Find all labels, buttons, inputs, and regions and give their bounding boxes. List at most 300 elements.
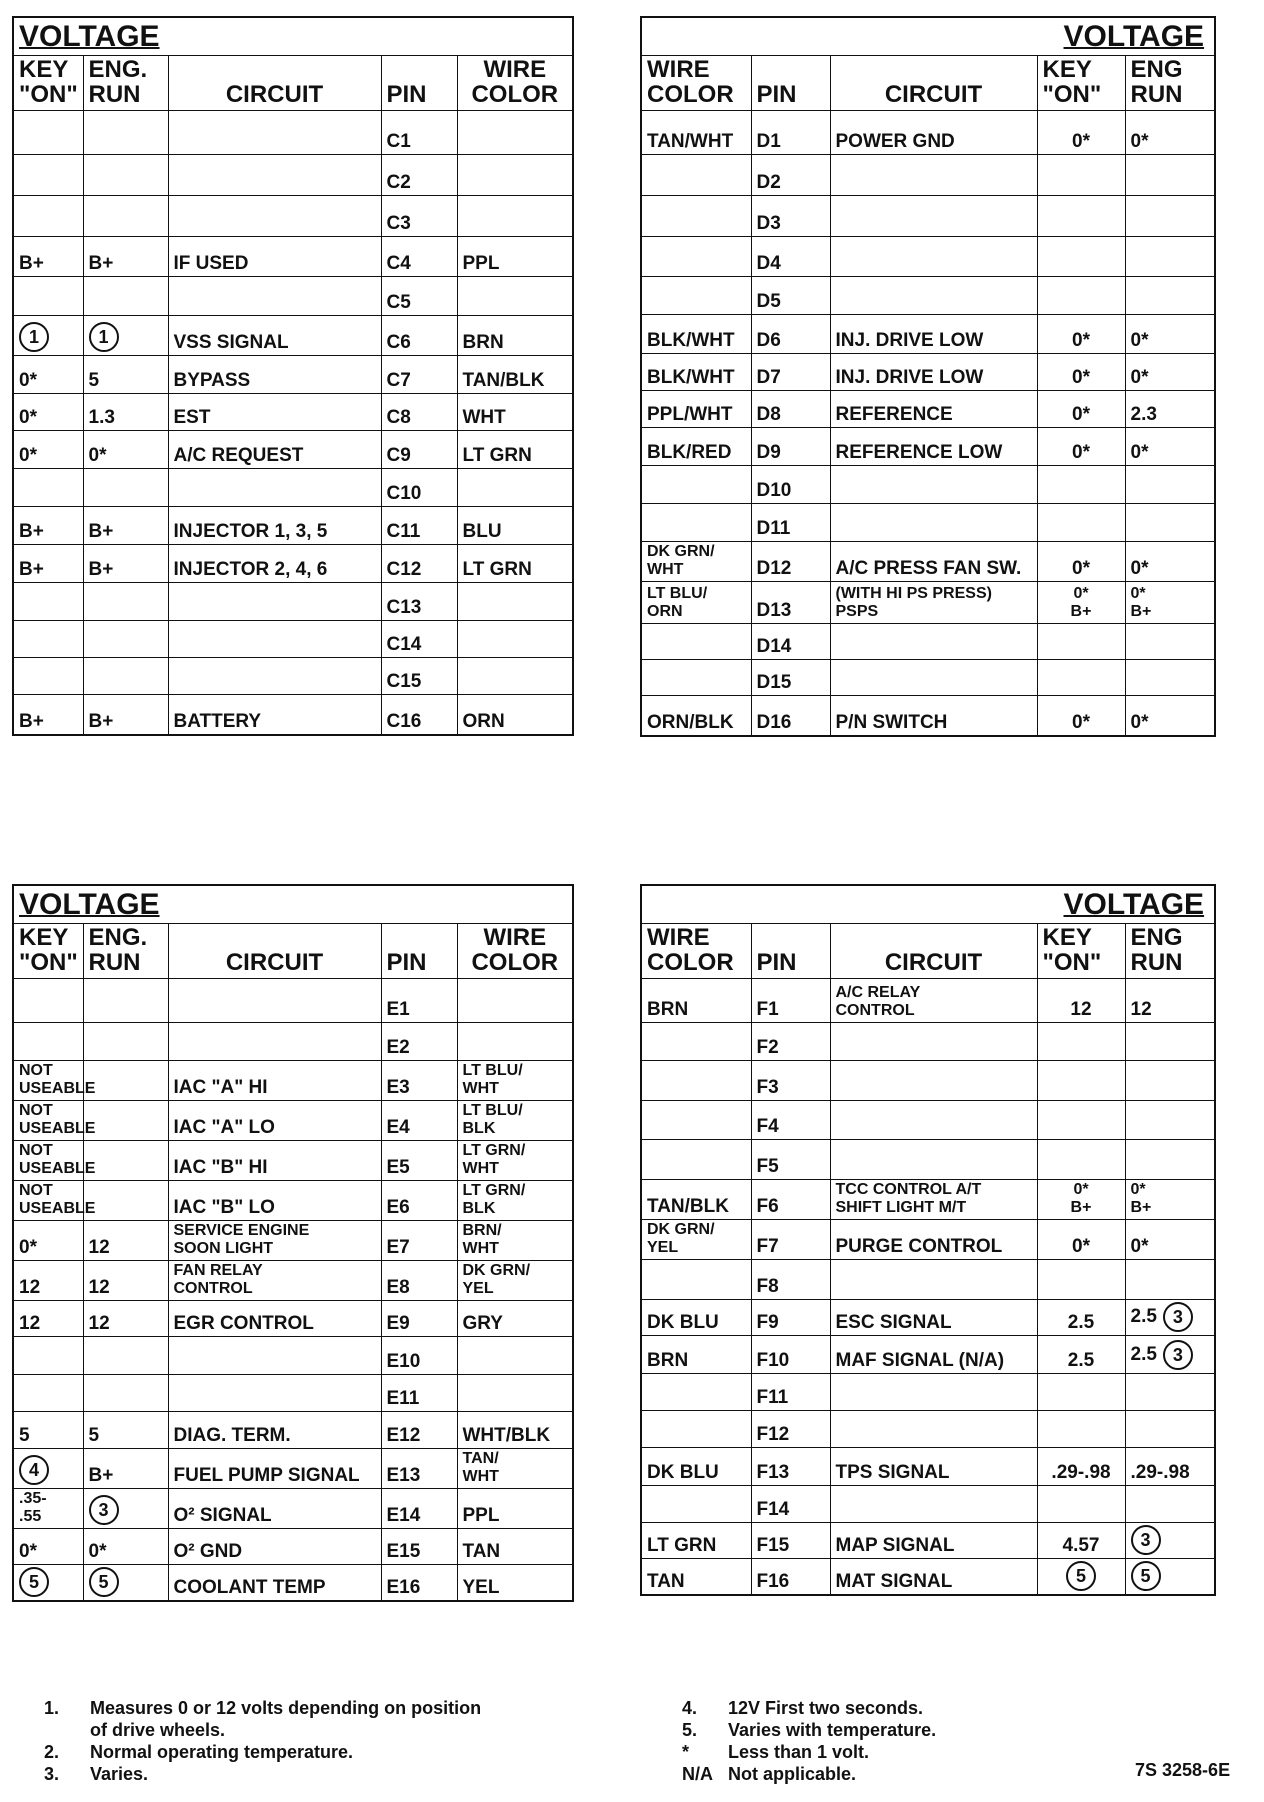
pin-cell-text: E8 bbox=[386, 1277, 410, 1298]
pin-cell-text: C10 bbox=[386, 483, 422, 504]
circuit-cell-text: FUEL PUMP SIGNAL bbox=[173, 1465, 360, 1486]
pin-cell bbox=[751, 428, 830, 466]
pin-cell-text: C11 bbox=[386, 521, 421, 542]
pin-cell bbox=[751, 315, 830, 354]
key-on-cell bbox=[13, 1023, 83, 1061]
footnote-key: N/A bbox=[682, 1764, 713, 1784]
circuit-cell bbox=[168, 1181, 381, 1221]
circuit-cell bbox=[168, 1101, 381, 1141]
pin-cell-text: C16 bbox=[386, 710, 422, 732]
pin-cell-text: F5 bbox=[756, 1156, 779, 1177]
eng-run-cell-text: B+ bbox=[88, 710, 114, 732]
pin-cell-text: C5 bbox=[386, 292, 411, 313]
table-row bbox=[641, 428, 1215, 466]
circuit-cell bbox=[168, 1529, 381, 1565]
col-pin: PIN bbox=[751, 924, 830, 979]
eng-run-cell bbox=[1125, 315, 1215, 354]
pin-cell-text: E12 bbox=[386, 1425, 421, 1446]
table-row bbox=[13, 658, 573, 695]
eng-run-cell bbox=[83, 316, 168, 356]
pin-cell-text: C13 bbox=[386, 597, 422, 618]
pin-cell-text: D4 bbox=[756, 253, 781, 274]
pin-cell-text: E16 bbox=[386, 1576, 421, 1598]
pin-cell bbox=[751, 696, 830, 736]
circuit-cell bbox=[830, 1448, 1037, 1486]
pin-cell bbox=[381, 111, 457, 155]
wire-color-cell-text: TAN bbox=[647, 1570, 685, 1592]
key-on-cell bbox=[1037, 354, 1125, 391]
pin-cell-text: E4 bbox=[386, 1117, 410, 1138]
pin-cell bbox=[381, 431, 457, 469]
eng-run-cell bbox=[1125, 155, 1215, 196]
footnotes-right bbox=[682, 1697, 1128, 1785]
eng-run-cell-text: B+ bbox=[88, 559, 114, 580]
key-on-cell bbox=[1037, 1101, 1125, 1140]
eng-run-cell bbox=[1125, 1180, 1215, 1220]
wire-color-cell bbox=[641, 1374, 751, 1411]
pin-cell-text: C3 bbox=[386, 213, 411, 234]
key-on-cell bbox=[13, 1141, 96, 1181]
wire-color-cell bbox=[457, 1337, 573, 1375]
circuit-cell bbox=[168, 658, 381, 695]
note-ref-circle: 3 bbox=[89, 1495, 119, 1525]
wire-color-cell-text: BRN bbox=[647, 1350, 689, 1371]
table-row bbox=[13, 695, 573, 735]
pin-cell-text: C4 bbox=[386, 253, 411, 274]
circuit-cell-text: MAF SIGNAL (N/A) bbox=[835, 1350, 1005, 1371]
key-on-cell-text: 2.5 bbox=[1067, 1350, 1095, 1371]
key-on-cell bbox=[1037, 624, 1125, 660]
wire-color-cell-text: BLK/WHT bbox=[647, 367, 735, 388]
pin-cell bbox=[381, 1565, 457, 1601]
wire-color-cell bbox=[641, 1486, 751, 1523]
table-row bbox=[13, 1221, 573, 1261]
pin-cell bbox=[751, 1061, 830, 1101]
wire-color-cell bbox=[457, 469, 573, 507]
circuit-cell bbox=[168, 394, 381, 431]
wire-color-cell bbox=[457, 1529, 573, 1565]
pin-cell bbox=[751, 542, 830, 582]
pin-cell-text: F3 bbox=[756, 1077, 779, 1098]
key-on-cell bbox=[13, 583, 83, 621]
wire-color-cell bbox=[457, 1141, 573, 1181]
pin-cell bbox=[381, 979, 457, 1023]
col-pin: PIN bbox=[751, 56, 830, 111]
pin-cell-text: F9 bbox=[756, 1312, 779, 1333]
circuit-cell bbox=[168, 111, 381, 155]
pin-cell bbox=[751, 1411, 830, 1448]
pin-cell-text: F13 bbox=[756, 1462, 790, 1483]
wire-color-cell bbox=[641, 155, 751, 196]
note-ref-circle: 3 bbox=[1131, 1525, 1161, 1555]
wire-color-cell-text: LT GRN/ BLK bbox=[462, 1182, 526, 1217]
key-on-cell bbox=[13, 277, 83, 316]
eng-run-cell bbox=[83, 1181, 168, 1221]
circuit-cell-text: INJ. DRIVE LOW bbox=[835, 330, 984, 351]
wire-color-cell bbox=[457, 1301, 573, 1337]
voltage-title: VOLTAGE bbox=[13, 885, 573, 924]
key-on-cell bbox=[13, 1375, 83, 1412]
wire-color-cell bbox=[641, 315, 751, 354]
pin-cell-text: D11 bbox=[756, 518, 791, 539]
key-on-cell bbox=[13, 1301, 83, 1337]
note-ref-circle: 3 bbox=[1163, 1340, 1193, 1370]
table-row bbox=[641, 1260, 1215, 1300]
eng-run-cell bbox=[83, 1301, 168, 1337]
eng-run-cell bbox=[83, 658, 168, 695]
pin-cell bbox=[381, 507, 457, 545]
circuit-cell bbox=[168, 979, 381, 1023]
col-wire-color: WIRE COLOR bbox=[641, 924, 751, 979]
key-on-cell bbox=[13, 1261, 83, 1301]
note-ref-circle: 4 bbox=[19, 1455, 49, 1485]
circuit-cell bbox=[830, 155, 1037, 196]
eng-run-cell bbox=[83, 431, 168, 469]
eng-run-cell bbox=[83, 196, 168, 237]
key-on-cell bbox=[1037, 1411, 1125, 1448]
circuit-cell-text: TCC CONTROL A/T SHIFT LIGHT M/T bbox=[835, 1181, 982, 1216]
footnote bbox=[682, 1763, 1128, 1785]
pin-cell-text: E10 bbox=[386, 1351, 421, 1372]
pin-cell bbox=[751, 1101, 830, 1140]
pin-cell bbox=[381, 1181, 457, 1221]
eng-run-cell bbox=[1125, 624, 1215, 660]
footnote bbox=[682, 1719, 1128, 1741]
table-row bbox=[641, 1411, 1215, 1448]
footnote-text: Measures 0 or 12 volts depending on position of drive wheels. bbox=[90, 1698, 482, 1740]
wire-color-cell bbox=[641, 1180, 751, 1220]
pin-cell-text: D6 bbox=[756, 330, 781, 351]
key-on-cell bbox=[13, 507, 83, 545]
key-on-cell-text: 5 bbox=[19, 1425, 30, 1446]
key-on-cell bbox=[13, 111, 83, 155]
eng-run-cell bbox=[1125, 582, 1215, 624]
wire-color-cell-text: TAN/ WHT bbox=[462, 1450, 499, 1485]
circuit-cell bbox=[830, 428, 1037, 466]
note-ref-circle: 5 bbox=[19, 1567, 49, 1597]
wire-color-cell-text: GRY bbox=[462, 1313, 503, 1334]
footnote-text: Normal operating temperature. bbox=[90, 1742, 354, 1762]
wire-color-cell-text: LT BLU/ WHT bbox=[462, 1062, 523, 1097]
table-row bbox=[13, 394, 573, 431]
key-on-cell bbox=[1037, 391, 1125, 428]
pin-cell-text: E11 bbox=[386, 1388, 420, 1409]
wire-color-cell-text: LT GRN bbox=[462, 445, 532, 466]
circuit-cell-text: VSS SIGNAL bbox=[173, 332, 289, 353]
table-row bbox=[641, 111, 1215, 155]
table-row bbox=[13, 111, 573, 155]
eng-run-cell bbox=[83, 277, 168, 316]
wire-color-cell bbox=[457, 695, 573, 735]
pin-cell bbox=[751, 624, 830, 660]
eng-run-cell-text: .29-.98 bbox=[1130, 1462, 1190, 1483]
table-row bbox=[13, 1565, 573, 1601]
pin-cell bbox=[381, 1101, 457, 1141]
wire-color-cell bbox=[641, 624, 751, 660]
pin-cell bbox=[381, 469, 457, 507]
wire-color-cell-text: PPL bbox=[462, 1505, 500, 1526]
pin-cell bbox=[751, 1180, 830, 1220]
note-ref-circle: 1 bbox=[19, 322, 49, 352]
eng-run-cell bbox=[83, 1261, 168, 1301]
figure-code: 7S 3258-6E bbox=[1135, 1760, 1231, 1780]
eng-run-cell bbox=[1125, 428, 1215, 466]
table-row bbox=[13, 545, 573, 583]
circuit-cell-text: IF USED bbox=[173, 253, 249, 274]
circuit-cell bbox=[830, 1061, 1037, 1101]
wire-color-cell bbox=[641, 582, 751, 624]
circuit-cell-text: A/C REQUEST bbox=[173, 445, 304, 466]
eng-run-cell bbox=[83, 237, 168, 277]
table-row bbox=[641, 315, 1215, 354]
eng-run-cell bbox=[1125, 354, 1215, 391]
eng-run-cell bbox=[1125, 1061, 1215, 1101]
wire-color-cell bbox=[457, 1412, 573, 1449]
wire-color-cell bbox=[457, 356, 573, 394]
wire-color-cell-text: TAN/BLK bbox=[647, 1196, 729, 1217]
pin-cell-text: F6 bbox=[756, 1196, 779, 1217]
table-row bbox=[641, 1374, 1215, 1411]
eng-run-cell bbox=[83, 1529, 168, 1565]
pin-cell bbox=[381, 1412, 457, 1449]
col-pin: PIN bbox=[381, 924, 457, 979]
eng-run-cell bbox=[83, 1221, 168, 1261]
footnote bbox=[44, 1741, 490, 1763]
wire-color-cell bbox=[457, 583, 573, 621]
wire-color-cell-text: BLK/WHT bbox=[647, 330, 735, 351]
pin-cell bbox=[381, 1375, 457, 1412]
eng-run-cell-text: 0* bbox=[1130, 558, 1149, 579]
wire-color-cell bbox=[641, 979, 751, 1023]
eng-run-cell bbox=[83, 621, 168, 658]
pin-cell-text: E2 bbox=[386, 1037, 410, 1058]
circuit-cell bbox=[168, 1261, 381, 1301]
eng-run-cell bbox=[83, 507, 168, 545]
wire-color-cell-text: YEL bbox=[462, 1576, 500, 1598]
circuit-cell-text: MAP SIGNAL bbox=[835, 1535, 955, 1556]
voltage-title: VOLTAGE bbox=[13, 17, 573, 56]
eng-run-cell-text: 5 bbox=[88, 370, 100, 391]
wire-color-cell bbox=[641, 111, 751, 155]
col-circuit: CIRCUIT bbox=[168, 56, 381, 111]
key-on-cell bbox=[13, 695, 83, 735]
table-row bbox=[641, 504, 1215, 542]
table-row bbox=[641, 277, 1215, 315]
eng-run-cell-text: 2.5 bbox=[1130, 1344, 1157, 1366]
key-on-cell bbox=[13, 1412, 83, 1449]
wire-color-cell-text: BRN bbox=[462, 332, 504, 353]
pin-cell-text: F10 bbox=[756, 1350, 790, 1371]
circuit-cell bbox=[168, 316, 381, 356]
key-on-cell-text: NOT USEABLE bbox=[19, 1182, 96, 1217]
circuit-cell bbox=[168, 1337, 381, 1375]
eng-run-cell-text: 0* bbox=[88, 1541, 107, 1562]
pin-cell bbox=[751, 1023, 830, 1061]
key-on-cell bbox=[1037, 1300, 1125, 1336]
eng-run-cell-text: B+ bbox=[88, 521, 114, 542]
table-row bbox=[13, 237, 573, 277]
footnote-key: 2. bbox=[44, 1742, 60, 1762]
circuit-cell-text: INJECTOR 1, 3, 5 bbox=[173, 521, 328, 542]
circuit-cell bbox=[830, 1140, 1037, 1180]
pin-cell bbox=[751, 466, 830, 504]
circuit-cell bbox=[830, 1220, 1037, 1260]
table-row bbox=[13, 1141, 573, 1181]
table-row bbox=[13, 316, 573, 356]
col-wire-color: WIRE COLOR bbox=[457, 56, 573, 111]
key-on-cell bbox=[13, 237, 83, 277]
pin-cell bbox=[381, 1449, 457, 1489]
wire-color-cell-text: TAN/BLK bbox=[462, 370, 545, 391]
circuit-cell bbox=[830, 391, 1037, 428]
key-on-cell bbox=[13, 658, 83, 695]
circuit-cell bbox=[168, 196, 381, 237]
pin-cell-text: E15 bbox=[386, 1541, 421, 1562]
key-on-cell bbox=[1037, 1448, 1125, 1486]
pin-cell bbox=[381, 155, 457, 196]
table-row bbox=[641, 391, 1215, 428]
pin-cell bbox=[751, 660, 830, 696]
key-on-cell bbox=[1037, 237, 1125, 277]
key-on-cell-text: 2.5 bbox=[1067, 1312, 1095, 1333]
footnotes-left bbox=[44, 1697, 490, 1785]
wire-color-cell-text: BRN bbox=[647, 999, 689, 1020]
eng-run-cell bbox=[83, 1489, 168, 1529]
eng-run-cell-text: 0* bbox=[1130, 330, 1149, 351]
pin-cell bbox=[381, 1141, 457, 1181]
eng-run-cell bbox=[83, 979, 168, 1023]
circuit-cell-text: EGR CONTROL bbox=[173, 1313, 314, 1334]
wire-color-cell bbox=[457, 621, 573, 658]
key-on-cell-text: .29-.98 bbox=[1051, 1462, 1111, 1483]
wire-color-cell bbox=[641, 354, 751, 391]
pin-cell-text: E13 bbox=[386, 1465, 421, 1486]
key-on-cell bbox=[1037, 1559, 1125, 1595]
key-on-cell bbox=[1037, 111, 1125, 155]
table-row bbox=[13, 1061, 573, 1101]
key-on-cell-text: 0* B+ bbox=[1070, 585, 1092, 620]
wire-color-cell-text: BLK/RED bbox=[647, 442, 732, 463]
col-eng-run: ENG RUN bbox=[1125, 924, 1215, 979]
circuit-cell bbox=[830, 1559, 1037, 1595]
key-on-cell-text: 0* bbox=[19, 370, 37, 391]
key-on-cell-text: NOT USEABLE bbox=[19, 1102, 96, 1137]
key-on-cell bbox=[1037, 1486, 1125, 1523]
eng-run-cell-text: 5 bbox=[88, 1425, 100, 1446]
pin-cell-text: C8 bbox=[386, 407, 411, 428]
pin-cell-text: C1 bbox=[386, 131, 411, 152]
pin-cell-text: E7 bbox=[386, 1237, 410, 1258]
eng-run-cell bbox=[1125, 979, 1215, 1023]
key-on-cell bbox=[1037, 1023, 1125, 1061]
eng-run-cell bbox=[1125, 542, 1215, 582]
key-on-cell-text: 0* bbox=[1072, 330, 1090, 351]
eng-run-cell-text: 1.3 bbox=[88, 407, 115, 428]
connector-e-table bbox=[12, 884, 574, 1602]
wire-color-cell bbox=[457, 1375, 573, 1412]
circuit-cell bbox=[830, 1260, 1037, 1300]
key-on-cell bbox=[13, 1337, 83, 1375]
pin-cell bbox=[381, 1529, 457, 1565]
circuit-cell-text: COOLANT TEMP bbox=[173, 1576, 326, 1598]
wire-color-cell bbox=[641, 542, 751, 582]
pin-cell-text: C12 bbox=[386, 559, 422, 580]
key-on-cell-text: 0* bbox=[19, 1237, 37, 1258]
eng-run-cell-text: 12 bbox=[88, 1277, 110, 1298]
circuit-cell-text: SERVICE ENGINE SOON LIGHT bbox=[173, 1222, 310, 1257]
key-on-cell bbox=[1037, 504, 1125, 542]
pin-cell-text: D9 bbox=[756, 442, 781, 463]
wire-color-cell bbox=[457, 155, 573, 196]
table-row bbox=[13, 155, 573, 196]
circuit-cell bbox=[168, 1141, 381, 1181]
footnote bbox=[682, 1741, 1128, 1763]
table-row bbox=[13, 1489, 573, 1529]
col-key-on: KEY "ON" bbox=[1037, 56, 1125, 111]
key-on-cell-text: 0* bbox=[1072, 1236, 1090, 1257]
key-on-cell bbox=[1037, 660, 1125, 696]
key-on-cell bbox=[1037, 1220, 1125, 1260]
pin-cell bbox=[381, 394, 457, 431]
table-row bbox=[13, 1412, 573, 1449]
table-row bbox=[13, 1101, 573, 1141]
circuit-cell-text: MAT SIGNAL bbox=[835, 1570, 953, 1592]
pin-cell bbox=[751, 582, 830, 624]
wire-color-cell-text: PPL/WHT bbox=[647, 404, 733, 425]
table-row bbox=[13, 469, 573, 507]
connector-f-table bbox=[640, 884, 1216, 1596]
note-ref-circle: 5 bbox=[1066, 1561, 1096, 1591]
eng-run-cell bbox=[83, 1375, 168, 1412]
key-on-cell-text: 12 bbox=[19, 1277, 41, 1298]
table-row bbox=[641, 1023, 1215, 1061]
circuit-cell bbox=[168, 1221, 381, 1261]
eng-run-cell bbox=[1125, 1523, 1215, 1559]
pin-cell bbox=[751, 1448, 830, 1486]
key-on-cell-text: 0* bbox=[1072, 131, 1090, 152]
circuit-cell bbox=[168, 431, 381, 469]
circuit-cell bbox=[830, 237, 1037, 277]
wire-color-cell bbox=[641, 1411, 751, 1448]
note-ref-circle: 1 bbox=[89, 322, 119, 352]
pin-cell-text: F8 bbox=[756, 1276, 779, 1297]
key-on-cell bbox=[13, 621, 83, 658]
pin-cell bbox=[381, 695, 457, 735]
wire-color-cell bbox=[641, 1101, 751, 1140]
circuit-cell bbox=[830, 624, 1037, 660]
key-on-cell bbox=[1037, 1523, 1125, 1559]
key-on-cell-text: 0* bbox=[1072, 558, 1090, 579]
table-row bbox=[641, 1448, 1215, 1486]
table-row bbox=[13, 583, 573, 621]
footnote-text: Varies. bbox=[90, 1764, 149, 1784]
eng-run-cell-text: 2.3 bbox=[1130, 404, 1157, 425]
wire-color-cell-text: WHT/BLK bbox=[462, 1425, 551, 1446]
wire-color-cell bbox=[457, 1449, 573, 1489]
pin-cell-text: F16 bbox=[756, 1570, 790, 1592]
table-row bbox=[13, 1301, 573, 1337]
wire-color-cell-text: TAN/WHT bbox=[647, 131, 734, 152]
eng-run-cell-text: 0* bbox=[88, 445, 107, 466]
circuit-cell-text: P/N SWITCH bbox=[835, 711, 948, 733]
eng-run-cell bbox=[83, 1101, 168, 1141]
wire-color-cell bbox=[457, 1181, 573, 1221]
wire-color-cell-text: LT GRN bbox=[647, 1535, 717, 1556]
key-on-cell-text: 0* bbox=[19, 407, 37, 428]
pin-cell-text: C7 bbox=[386, 370, 411, 391]
pin-cell bbox=[381, 1023, 457, 1061]
table-row bbox=[13, 1023, 573, 1061]
